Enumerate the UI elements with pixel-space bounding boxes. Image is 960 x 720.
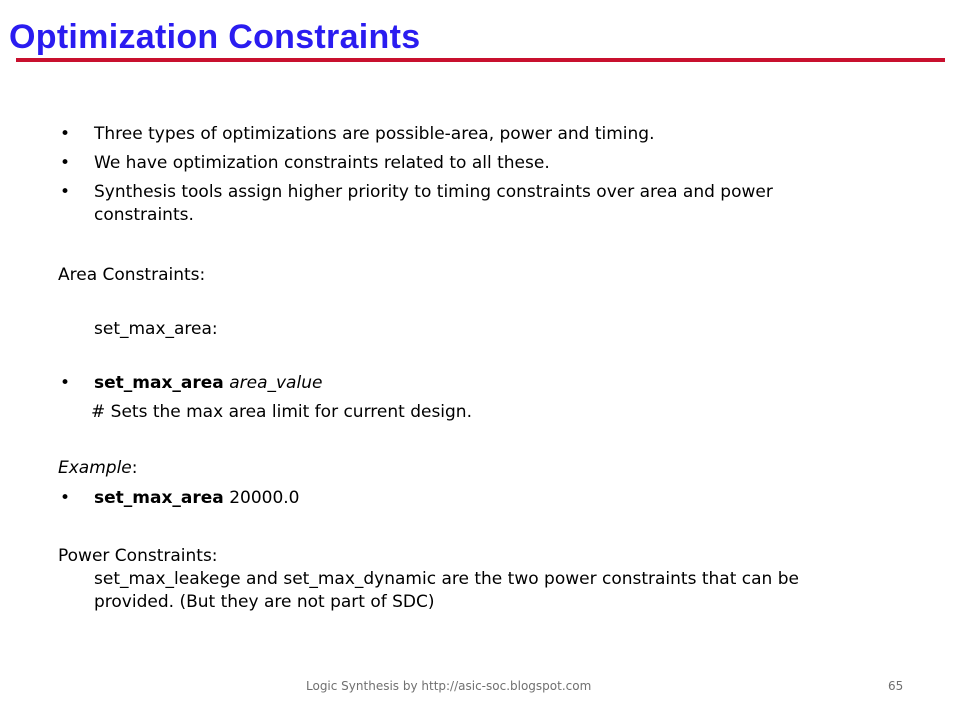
title-underline [16, 58, 945, 62]
example-line [94, 487, 300, 509]
area-constraints-heading: Area Constraints: [58, 265, 206, 285]
bullet-dot: • [60, 488, 71, 508]
page-number: 65 [888, 679, 904, 693]
bullet-constraints-related: We have optimization constraints related to all these. [94, 153, 550, 173]
bullet-priority-line1: Synthesis tools assign higher priority to timing constraints over area and power [94, 182, 773, 202]
example-colon: : [131, 458, 138, 478]
power-description-line1: set_max_leakege and set_max_dynamic are the two power constraints that can be [94, 569, 799, 589]
syntax-command: set_max_area [94, 373, 224, 393]
power-constraints-heading: Power Constraints: [58, 546, 218, 566]
bullet-dot: • [60, 124, 71, 144]
syntax-comment: # Sets the max area limit for current design. [91, 402, 472, 422]
example-command: set_max_area [94, 488, 224, 508]
slide-title: Optimization Constraints [9, 18, 421, 56]
bullet-dot: • [60, 182, 71, 202]
example-label-line [58, 457, 138, 479]
bullet-optimization-types: Three types of optimizations are possible-area, power and timing. [94, 124, 655, 144]
syntax-argument: area_value [229, 373, 323, 393]
power-description-line2: provided. (But they are not part of SDC) [94, 592, 435, 612]
example-value: 20000.0 [229, 488, 300, 508]
bullet-priority-line2: constraints. [94, 205, 194, 225]
area-command-label: set_max_area: [94, 319, 218, 339]
bullet-dot: • [60, 153, 71, 173]
syntax-line [94, 372, 322, 394]
example-label: Example [58, 458, 132, 478]
footer-source: Logic Synthesis by http://asic-soc.blogspot.com [306, 679, 592, 693]
bullet-dot: • [60, 373, 71, 393]
